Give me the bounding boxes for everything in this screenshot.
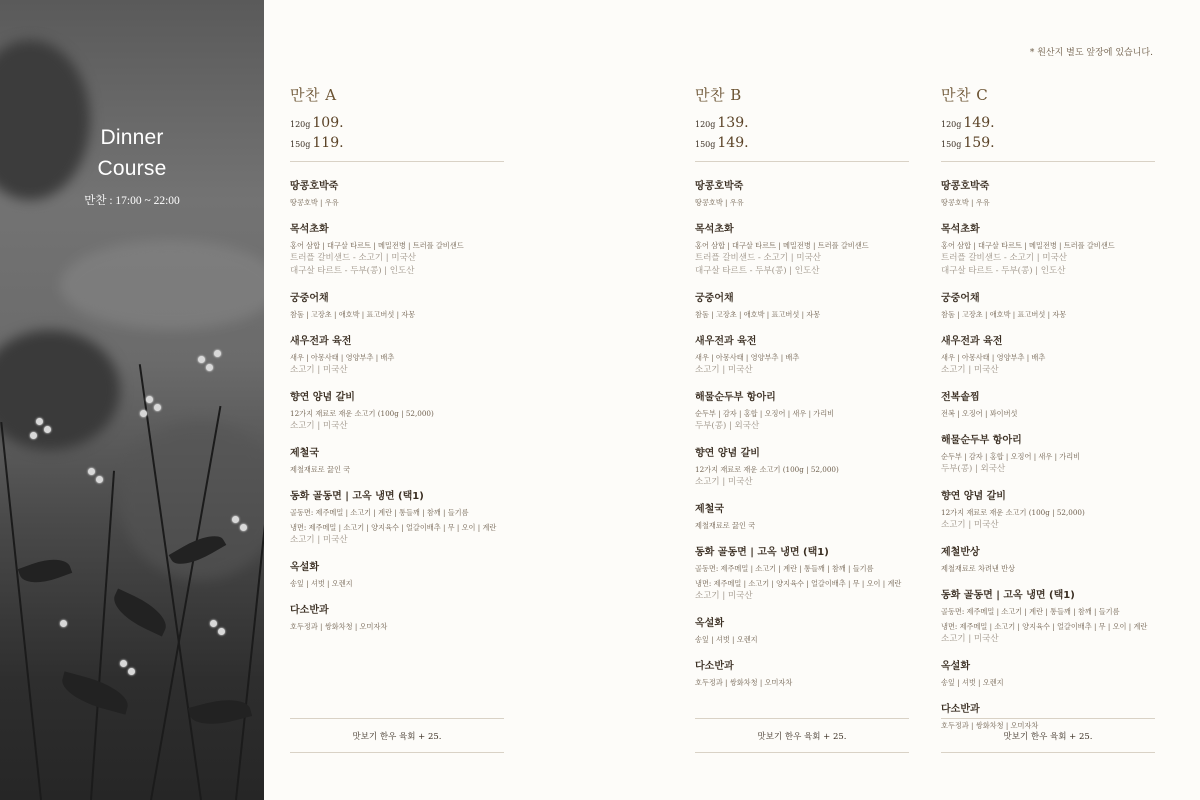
menu-item-ingredients: 냉면: 제주메밀 | 소고기 | 양지육수 | 얼갈이배추 | 무 | 오이 | 계란	[941, 622, 1148, 631]
price-value: 119.	[312, 135, 344, 151]
menu-item-ingredients: 제철재료로 끓인 국	[290, 465, 351, 474]
menu-item-name: 새우전과 육전	[941, 336, 1003, 347]
menu-item	[290, 335, 504, 377]
price-list	[290, 115, 504, 155]
menu-item	[941, 490, 1155, 532]
menu-item-ingredients: 12가지 재료로 재운 소고기 (100g | 52,000)	[290, 409, 434, 418]
price-weight: 150g	[695, 140, 716, 149]
course-title: 만찬 A	[290, 86, 337, 104]
price-value: 149.	[963, 115, 995, 131]
title-line-2: Course	[97, 157, 167, 180]
menu-item	[695, 660, 909, 689]
menu-item	[695, 335, 909, 377]
menu-item-origin: 대구살 타르트 - 두부(콩) | 인도산	[290, 266, 415, 276]
menu-item-origin: 소고기 | 미국산	[695, 591, 753, 601]
menu-item	[941, 660, 1155, 689]
price-list	[695, 115, 909, 155]
menu-item-name: 동화 골동면 | 고옥 냉면 (택1)	[941, 590, 1075, 601]
divider	[941, 161, 1155, 162]
price-row	[695, 115, 909, 135]
menu-item-ingredients: 냉면: 제주메밀 | 소고기 | 양지육수 | 얼갈이배추 | 무 | 오이 | 계란	[695, 579, 902, 588]
menu-item-origin: 트러플 갈비샌드 - 소고기 | 미국산	[941, 253, 1067, 263]
divider	[290, 161, 504, 162]
menu-item-origin: 소고기 | 미국산	[290, 365, 348, 375]
course-column-b	[695, 84, 909, 703]
menu-item-origin: 소고기 | 미국산	[290, 421, 348, 431]
menu-item-name: 해물순두부 항아리	[941, 435, 1022, 446]
menu-item-name: 제철국	[290, 448, 319, 459]
menu-item-name: 새우전과 육전	[290, 336, 352, 347]
menu-item	[695, 391, 909, 433]
menu-item	[695, 503, 909, 532]
menu-item-ingredients: 전복 | 오징어 | 꽈이버섯	[941, 409, 1018, 418]
menu-item	[290, 490, 504, 547]
menu-item-name: 전복솥찜	[941, 392, 980, 403]
price-value: 139.	[717, 115, 749, 131]
menu-item-name: 제철국	[695, 504, 724, 515]
price-list	[941, 115, 1155, 155]
menu-item-ingredients: 제철재료로 끓인 국	[695, 521, 756, 530]
price-value: 159.	[963, 135, 995, 151]
price-row	[941, 135, 1155, 155]
menu-item-name: 땅콩호박죽	[941, 181, 990, 192]
menu-item-ingredients: 호두정과 | 쌍화차청 | 오미자차	[290, 622, 388, 631]
menu-item	[941, 589, 1155, 646]
menu-item	[941, 180, 1155, 209]
menu-item-name: 새우전과 육전	[695, 336, 757, 347]
menu-item	[941, 546, 1155, 575]
menu-item-ingredients: 땅콩호박 | 우유	[941, 198, 990, 207]
price-weight: 120g	[941, 120, 962, 129]
menu-item	[290, 447, 504, 476]
menu-item	[290, 292, 504, 321]
menu-item	[290, 180, 504, 209]
footer-addon-b: 맛보기 한우 육회 + 25.	[695, 718, 909, 753]
course-title: 만찬 C	[941, 86, 989, 104]
menu-item-name: 옥설화	[941, 661, 970, 672]
menu-item	[695, 223, 909, 278]
menu-item-name: 땅콩호박죽	[695, 181, 744, 192]
origin-note: * 원산지 별도 앞장에 있습니다.	[1029, 48, 1153, 58]
menu-item-ingredients: 골동면: 제주메밀 | 소고기 | 계란 | 통들깨 | 참깨 | 들기름	[290, 508, 469, 517]
menu-item-ingredients: 땅콩호박 | 우유	[290, 198, 339, 207]
menu-item-ingredients: 땅콩호박 | 우유	[695, 198, 744, 207]
menu-item-name: 옥설화	[290, 562, 319, 573]
menu-item-ingredients: 냉면: 제주메밀 | 소고기 | 양지육수 | 얼갈이배추 | 무 | 오이 | 계란	[290, 523, 497, 532]
menu-item-ingredients: 송잎 | 셔벗 | 오렌지	[290, 579, 353, 588]
menu-item	[290, 561, 504, 590]
menu-item-name: 목석초화	[941, 224, 980, 235]
title-block	[0, 122, 264, 208]
menu-item	[695, 180, 909, 209]
menu-item-name: 다소반과	[290, 605, 329, 616]
menu-item-ingredients: 새우 | 아몽사태 | 영양부추 | 배추	[290, 353, 395, 362]
menu-item-origin: 대구살 타르트 - 두부(콩) | 인도산	[941, 266, 1066, 276]
menu-item-origin: 소고기 | 미국산	[695, 477, 753, 487]
price-row	[290, 135, 504, 155]
price-weight: 150g	[290, 140, 311, 149]
menu-item	[695, 546, 909, 603]
menu-item-ingredients: 홍어 삼합 | 대구살 타르트 | 메밀전병 | 트러플 갈비샌드	[695, 241, 869, 250]
menu-item-origin: 트러플 갈비샌드 - 소고기 | 미국산	[290, 253, 416, 263]
price-weight: 120g	[695, 120, 716, 129]
menu-item	[941, 292, 1155, 321]
menu-item-name: 궁중어채	[695, 293, 734, 304]
price-value: 109.	[312, 115, 344, 131]
menu-item-origin: 두부(콩) | 외국산	[695, 421, 760, 431]
menu-item-ingredients: 12가지 재료로 재운 소고기 (100g | 52,000)	[941, 508, 1085, 517]
footer-addon-c: 맛보기 한우 육회 + 25.	[941, 718, 1155, 753]
menu-item-origin: 대구살 타르트 - 두부(콩) | 인도산	[695, 266, 820, 276]
menu-item-name: 땅콩호박죽	[290, 181, 339, 192]
menu-item	[941, 223, 1155, 278]
menu-item	[695, 292, 909, 321]
price-value: 149.	[717, 135, 749, 151]
menu-item-name: 동화 골동면 | 고옥 냉면 (택1)	[695, 547, 829, 558]
menu-item-name: 궁중어채	[290, 293, 329, 304]
flower-photo	[0, 0, 264, 800]
menu-item-ingredients: 호두정과 | 쌍화차청 | 오미자차	[695, 678, 793, 687]
menu-item-ingredients: 순두부 | 감자 | 홍합 | 오징어 | 새우 | 가리비	[941, 452, 1081, 461]
menu-item-name: 향연 양념 갈비	[695, 448, 760, 459]
menu-item-origin: 소고기 | 미국산	[290, 535, 348, 545]
menu-item	[695, 617, 909, 646]
footer-addon-a: 맛보기 한우 육회 + 25.	[290, 718, 504, 753]
price-row	[941, 115, 1155, 135]
menu-item-origin: 소고기 | 미국산	[695, 365, 753, 375]
menu-item-ingredients: 새우 | 아몽사태 | 영양부추 | 배추	[695, 353, 800, 362]
price-weight: 150g	[941, 140, 962, 149]
menu-item-name: 향연 양념 갈비	[941, 491, 1006, 502]
menu-item-ingredients: 제철재료로 차려낸 반상	[941, 564, 1016, 573]
menu-item-ingredients: 참돔 | 고장초 | 애호박 | 표고버섯 | 자몽	[695, 310, 821, 319]
menu-item-origin: 소고기 | 미국산	[941, 365, 999, 375]
menu-item-ingredients: 호두정과 | 쌍화차청 | 오미자차	[941, 721, 1039, 730]
course-column-c	[941, 84, 1155, 746]
menu-item-name: 다소반과	[941, 704, 980, 715]
menu-item-name: 제철반상	[941, 547, 980, 558]
dinner-hours: 만찬 : 17:00 ~ 22:00	[84, 195, 180, 207]
menu-item-name: 향연 양념 갈비	[290, 392, 355, 403]
menu-item-name: 다소반과	[695, 661, 734, 672]
menu-item-ingredients: 골동면: 제주메밀 | 소고기 | 계란 | 통들깨 | 참깨 | 들기름	[695, 564, 874, 573]
menu-item	[695, 447, 909, 489]
price-row	[695, 135, 909, 155]
menu-item-origin: 소고기 | 미국산	[941, 520, 999, 530]
menu-item	[941, 434, 1155, 476]
menu-item-name: 동화 골동면 | 고옥 냉면 (택1)	[290, 491, 424, 502]
menu-item-name: 목석초화	[290, 224, 329, 235]
menu-item-name: 목석초화	[695, 224, 734, 235]
menu-item-origin: 트러플 갈비샌드 - 소고기 | 미국산	[695, 253, 821, 263]
menu-item-name: 해물순두부 항아리	[695, 392, 776, 403]
menu-item-ingredients: 순두부 | 감자 | 홍합 | 오징어 | 새우 | 가리비	[695, 409, 835, 418]
menu-item-name: 궁중어채	[941, 293, 980, 304]
menu-item	[290, 391, 504, 433]
menu-item	[290, 223, 504, 278]
menu-item-name: 옥설화	[695, 618, 724, 629]
menu-item-ingredients: 송잎 | 셔벗 | 오렌지	[941, 678, 1004, 687]
price-weight: 120g	[290, 120, 311, 129]
menu-item-origin: 두부(콩) | 외국산	[941, 464, 1006, 474]
course-title: 만찬 B	[695, 86, 742, 104]
title-line-1: Dinner	[100, 126, 164, 149]
menu-item-origin: 소고기 | 미국산	[941, 634, 999, 644]
menu-item-ingredients: 새우 | 아몽사태 | 영양부추 | 배추	[941, 353, 1046, 362]
menu-item-ingredients: 홍어 삼합 | 대구살 타르트 | 메밀전병 | 트러플 갈비샌드	[290, 241, 464, 250]
menu-item-ingredients: 참돔 | 고장초 | 애호박 | 표고버섯 | 자몽	[290, 310, 416, 319]
price-row	[290, 115, 504, 135]
menu-item	[941, 391, 1155, 420]
menu-item	[941, 335, 1155, 377]
menu-item-ingredients: 12가지 재료로 재운 소고기 (100g | 52,000)	[695, 465, 839, 474]
menu-item-ingredients: 참돔 | 고장초 | 애호박 | 표고버섯 | 자몽	[941, 310, 1067, 319]
divider	[695, 161, 909, 162]
menu-item-ingredients: 골동면: 제주메밀 | 소고기 | 계란 | 통들깨 | 참깨 | 들기름	[941, 607, 1120, 616]
menu-item	[290, 604, 504, 633]
menu-item-ingredients: 홍어 삼합 | 대구살 타르트 | 메밀전병 | 트러플 갈비샌드	[941, 241, 1115, 250]
menu-item-ingredients: 송잎 | 셔벗 | 오렌지	[695, 635, 758, 644]
course-column-a	[290, 84, 504, 647]
